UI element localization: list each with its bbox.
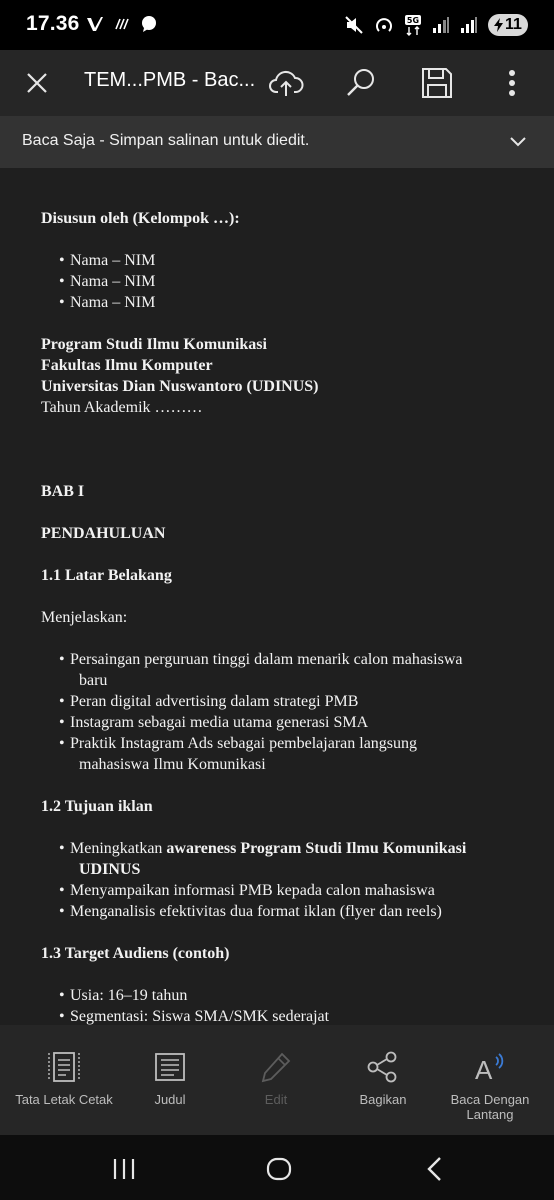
banner-text: Baca Saja - Simpan salinan untuk diedit. <box>22 132 310 149</box>
system-nav-bar <box>0 1135 554 1200</box>
status-bar <box>0 0 554 50</box>
list-item: • Segmentasi: Siswa SMA/SMK sederajat <box>59 1008 330 1025</box>
svg-text:5G: 5G <box>406 16 420 25</box>
academic-year: Tahun Akademik ……… <box>41 399 203 416</box>
member-list <box>59 250 511 313</box>
save-button[interactable] <box>414 60 460 106</box>
bottom-toolbar <box>0 1025 554 1135</box>
edit-label: Edit <box>264 1092 288 1107</box>
read-only-banner[interactable] <box>0 116 554 168</box>
headings-icon <box>152 1049 188 1085</box>
cloud-upload-icon <box>268 68 304 98</box>
chevron-down-icon[interactable] <box>508 132 528 152</box>
university-name: Universitas Dian Nuswantoro (UDINUS) <box>41 378 319 395</box>
section-1-1-title: 1.1 Latar Belakang <box>41 567 172 584</box>
document-title: TEM...PMB - Bac... <box>84 69 256 91</box>
status-right-icons <box>344 12 528 38</box>
compiled-by-heading: Disusun oleh (Kelompok …): <box>41 210 240 227</box>
section-1-3-list <box>59 985 511 1025</box>
list-item: • Nama – NIM <box>59 273 156 290</box>
section-1-2-title: 1.2 Tujuan iklan <box>41 798 153 815</box>
headings-label: Judul <box>154 1092 186 1107</box>
more-vertical-icon <box>508 69 516 97</box>
signal-lines-icon <box>114 17 130 31</box>
document-content <box>41 208 511 1025</box>
program-name: Program Studi Ilmu Komunikasi <box>41 336 267 353</box>
chat-bubble-icon <box>140 15 158 33</box>
signal-strength-icon-1 <box>432 16 450 34</box>
share-label: Bagikan <box>359 1092 407 1107</box>
save-icon <box>421 67 453 99</box>
status-left-icons <box>86 12 158 36</box>
print-layout-button[interactable] <box>9 1025 119 1135</box>
search-button[interactable] <box>338 60 384 106</box>
svg-text:A: A <box>475 1055 493 1085</box>
list-item: • Nama – NIM <box>59 294 156 311</box>
cloud-upload-button[interactable] <box>263 60 309 106</box>
faculty-name: Fakultas Ilmu Komputer <box>41 357 213 374</box>
home-icon[interactable] <box>264 1154 294 1184</box>
edit-button[interactable] <box>221 1025 331 1135</box>
search-icon <box>345 67 377 99</box>
share-button[interactable] <box>328 1025 438 1135</box>
print-layout-label: Tata Letak Cetak <box>15 1092 113 1107</box>
share-icon <box>365 1049 401 1085</box>
list-item: • Praktik Instagram Ads sebagai pembelajaran langsung mahasiswa Ilmu Komunikasi <box>59 735 418 773</box>
list-item: • Persaingan perguruan tinggi dalam menarik calon mahasiswa baru <box>59 651 463 689</box>
section-1-1-intro: Menjelaskan: <box>41 609 128 626</box>
chapter-title: PENDAHULUAN <box>41 525 166 542</box>
close-button[interactable] <box>14 60 60 106</box>
back-icon[interactable] <box>420 1154 450 1184</box>
list-item: • Nama – NIM <box>59 252 156 269</box>
print-layout-icon <box>46 1049 82 1085</box>
list-item: • Meningkatkan awareness Program Studi Ilmu Komunikasi UDINUS <box>59 840 467 878</box>
charging-bolt-icon <box>494 18 503 32</box>
read-aloud-label: Baca Dengan Lantang <box>450 1092 530 1122</box>
signal-strength-icon-2 <box>460 16 478 34</box>
more-options-button[interactable] <box>489 60 535 106</box>
app-bar <box>0 50 554 116</box>
list-item: • Usia: 16–19 tahun <box>59 987 188 1004</box>
list-item: • Menyampaikan informasi PMB kepada calon mahasiswa <box>59 882 435 899</box>
5g-icon <box>404 14 422 36</box>
recent-apps-icon[interactable] <box>109 1154 139 1184</box>
chapter-number: BAB I <box>41 483 85 500</box>
pencil-icon <box>258 1049 294 1085</box>
section-1-1-list <box>59 649 511 775</box>
battery-indicator <box>488 14 528 36</box>
list-item: • Instagram sebagai media utama generasi SMA <box>59 714 369 731</box>
hotspot-icon <box>374 15 394 35</box>
section-1-3-title: 1.3 Target Audiens (contoh) <box>41 945 230 962</box>
read-aloud-button[interactable] <box>435 1025 545 1135</box>
list-item: • Peran digital advertising dalam strategi PMB <box>59 693 359 710</box>
close-icon <box>26 72 48 94</box>
list-item: • Menganalisis efektivitas dua format iklan (flyer dan reels) <box>59 903 442 920</box>
headings-button[interactable] <box>115 1025 225 1135</box>
mute-icon <box>344 15 364 35</box>
battery-level: 11 <box>505 16 522 33</box>
read-aloud-icon <box>472 1049 508 1085</box>
document-view[interactable] <box>0 168 554 1025</box>
vimeo-notification-icon <box>86 15 104 33</box>
section-1-2-list <box>59 838 511 922</box>
status-time: 17.36 <box>26 12 80 35</box>
